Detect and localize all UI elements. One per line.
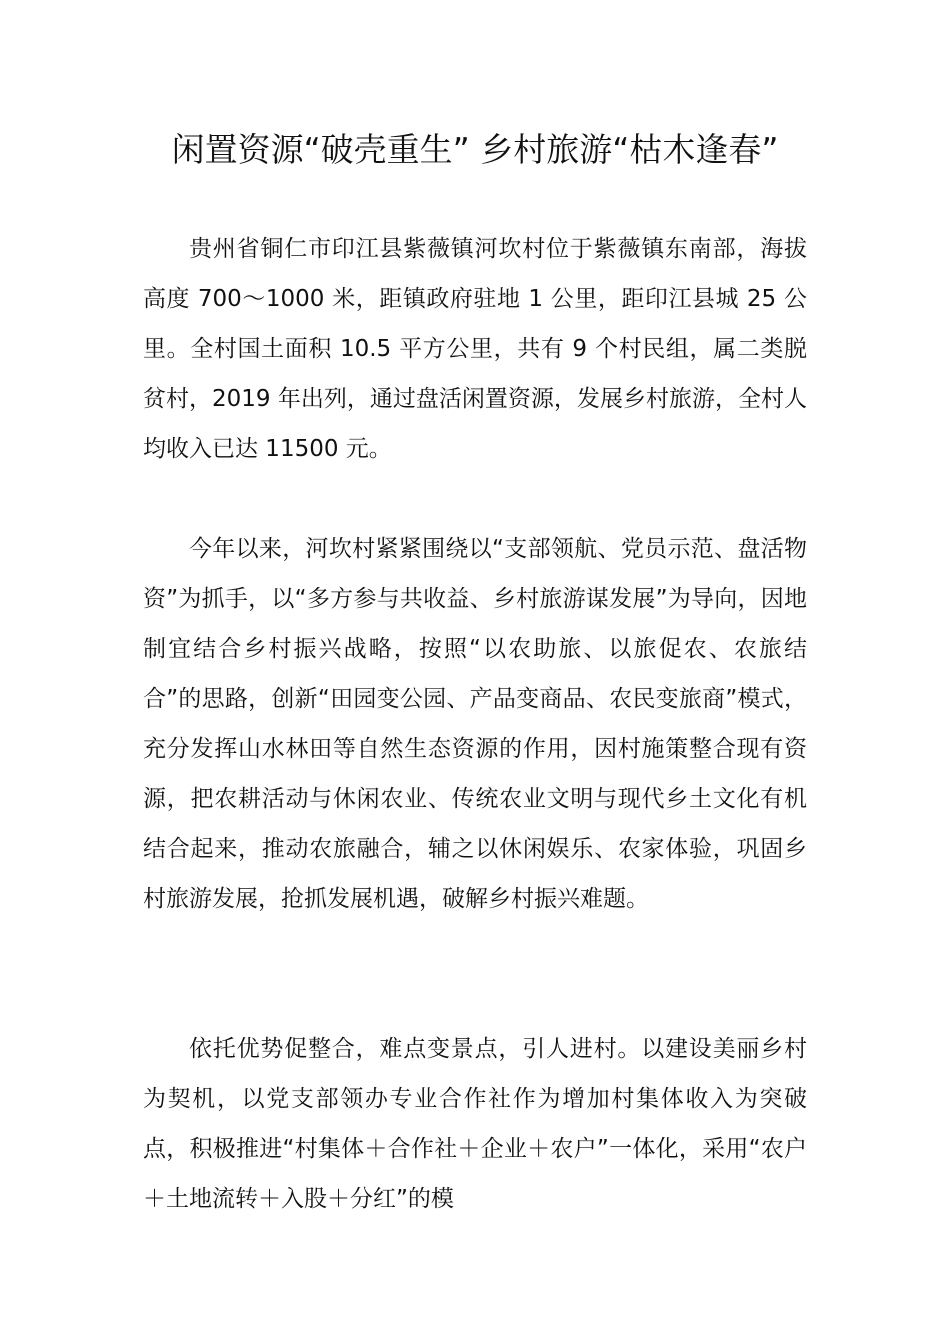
paragraph-3: 依托优势促整合，难点变景点，引人进村。以建设美丽乡村为契机，以党支部领办专业合作社作为增加村集体收入为突破点，积极推进“村集体＋合作社＋企业＋农户”一体化，采用“农户＋土地流转＋入股＋分红”的模 (143, 1036, 807, 1212)
paragraph-1: 贵州省铜仁市印江县紫薇镇河坎村位于紫薇镇东南部，海拔高度 700～1000 米，距镇政府驻地 1 公里，距印江县城 25 公里。全村国土面积 10.5 平方公里，共有 9 个村民组，属二类脱贫村，2019 年出列，通过盘活闲置资源，发展乡村旅游，全村人均收入已达 11500 元。 (143, 236, 807, 462)
paragraph-2: 今年以来，河坎村紧紧围绕以“支部领航、党员示范、盘活物资”为抓手，以“多方参与共收益、乡村旅游谋发展”为导向，因地制宜结合乡村振兴战略，按照“以农助旅、以旅促农、农旅结合”的思路，创新“田园变公园、产品变商品、农民变旅商”模式，充分发挥山水林田等自然生态资源的作用，因村施策整合现有资源，把农耕活动与休闲农业、传统农业文明与现代乡土文化有机结合起来，推动农旅融合，辅之以休闲娱乐、农家体验，巩固乡村旅游发展，抢抓发展机遇，破解乡村振兴难题。 (143, 536, 807, 912)
document-title: 闲置资源“破壳重生” 乡村旅游“枯木逢春” (171, 130, 779, 169)
